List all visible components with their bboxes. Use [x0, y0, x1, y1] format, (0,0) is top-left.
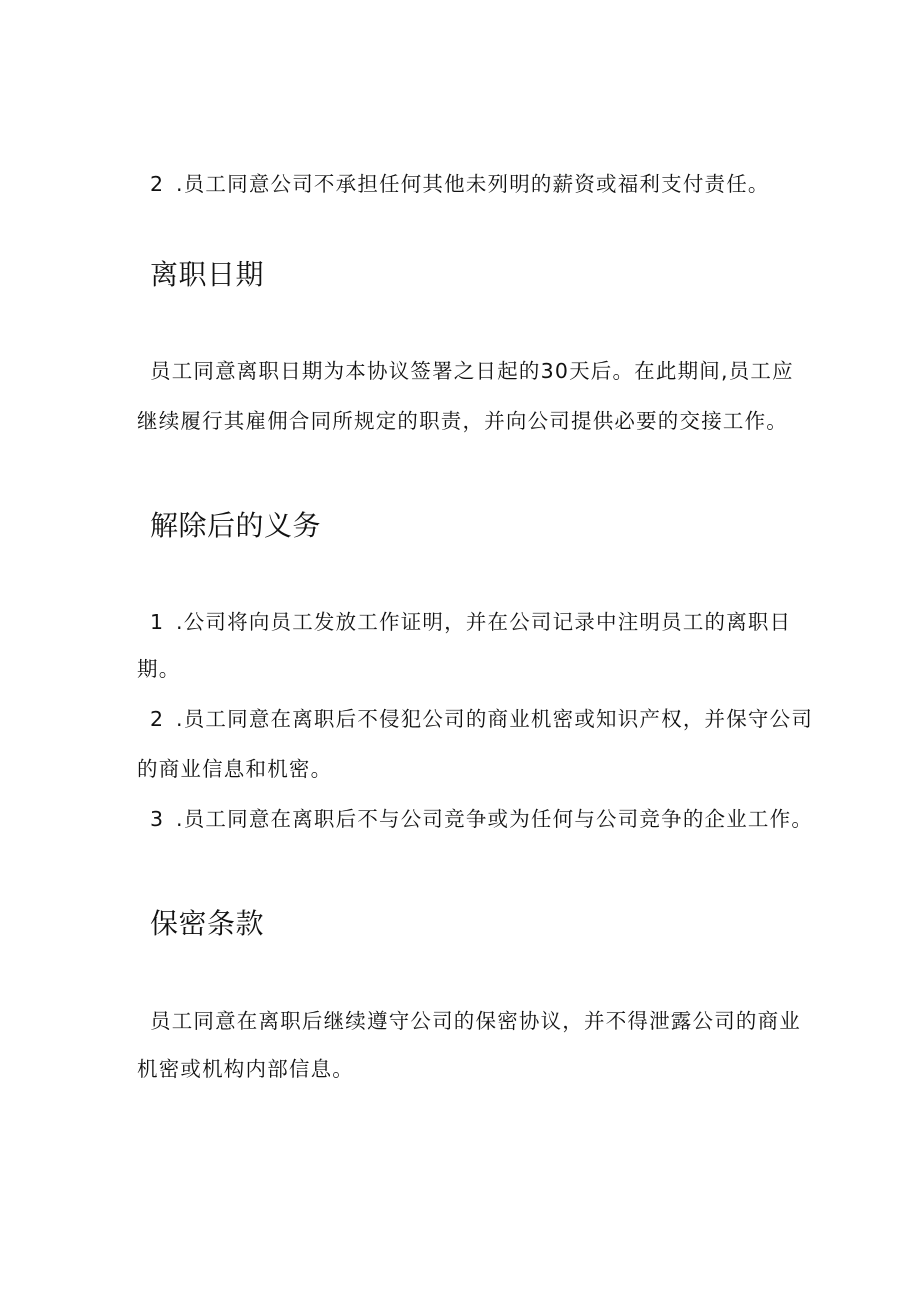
item-number: 1	[150, 610, 164, 634]
item-text: .员工同意公司不承担任何其他未列明的薪资或福利支付责任。	[176, 172, 770, 196]
confidentiality-line-1: 员工同意在离职后继续遵守公司的保密协议，并不得泄露公司的商业	[150, 1009, 801, 1033]
heading-confidentiality: 保密条款	[150, 907, 265, 940]
item-text: .员工同意在离职后不与公司竞争或为任何与公司竞争的企业工作。	[176, 807, 814, 831]
post-item-1-line-1	[150, 609, 830, 635]
item-number: 2	[150, 172, 164, 196]
item-number: 3	[150, 807, 164, 831]
item-text: .员工同意在离职后不侵犯公司的商业机密或知识产权，并保守公司	[176, 707, 814, 731]
item-text: .公司将向员工发放工作证明，并在公司记录中注明员工的离职日	[176, 610, 792, 634]
resignation-date-line-1: 员工同意离职日期为本协议签署之日起的30天后。在此期间,员工应	[150, 359, 794, 383]
post-item-2-line-2: 的商业信息和机密。	[137, 757, 333, 781]
post-item-1-line-2: 期。	[137, 657, 181, 681]
item-number: 2	[150, 707, 164, 731]
heading-resignation-date: 离职日期	[150, 258, 265, 291]
resignation-date-line-2: 继续履行其雇佣合同所规定的职责，并向公司提供必要的交接工作。	[137, 409, 788, 433]
intro-item-2	[150, 171, 830, 197]
heading-post-termination: 解除后的义务	[150, 509, 322, 542]
post-item-3-line-1	[150, 806, 830, 832]
confidentiality-line-2: 机密或机构内部信息。	[137, 1057, 354, 1081]
post-item-2-line-1	[150, 706, 830, 732]
